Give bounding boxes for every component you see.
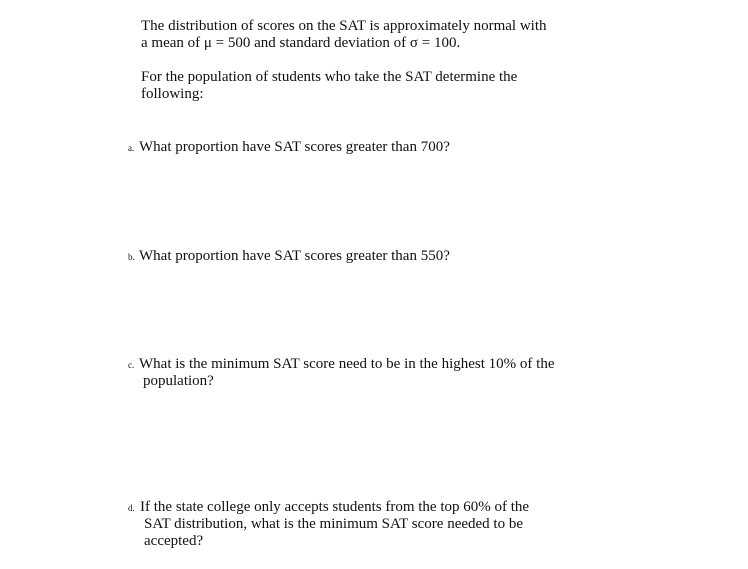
question-c <box>128 356 554 390</box>
prompt-line: For the population of students who take the SAT determine the <box>141 69 518 85</box>
question-text: population? <box>143 373 214 389</box>
question-marker: d. <box>128 503 135 513</box>
intro-paragraph <box>141 18 547 52</box>
prompt-paragraph <box>141 69 517 103</box>
question-text: accepted? <box>144 533 204 549</box>
question-d <box>128 499 529 550</box>
question-text: What proportion have SAT scores greater than 700? <box>139 139 450 155</box>
question-marker: b. <box>128 252 135 262</box>
question-text: What proportion have SAT scores greater than 550? <box>139 248 450 264</box>
question-text: SAT distribution, what is the minimum SAT score needed to be <box>144 516 523 532</box>
question-b <box>128 248 450 265</box>
intro-line: a mean of μ = 500 and standard deviation of σ = 100. <box>141 35 461 51</box>
question-text: What is the minimum SAT score need to be in the highest 10% of the <box>139 356 555 372</box>
question-marker: c. <box>128 360 135 370</box>
question-marker: a. <box>128 143 135 153</box>
question-a <box>128 139 450 156</box>
intro-line: The distribution of scores on the SAT is approximately normal with <box>141 18 547 34</box>
question-text: If the state college only accepts students from the top 60% of the <box>140 499 530 515</box>
prompt-line: following: <box>141 86 204 102</box>
